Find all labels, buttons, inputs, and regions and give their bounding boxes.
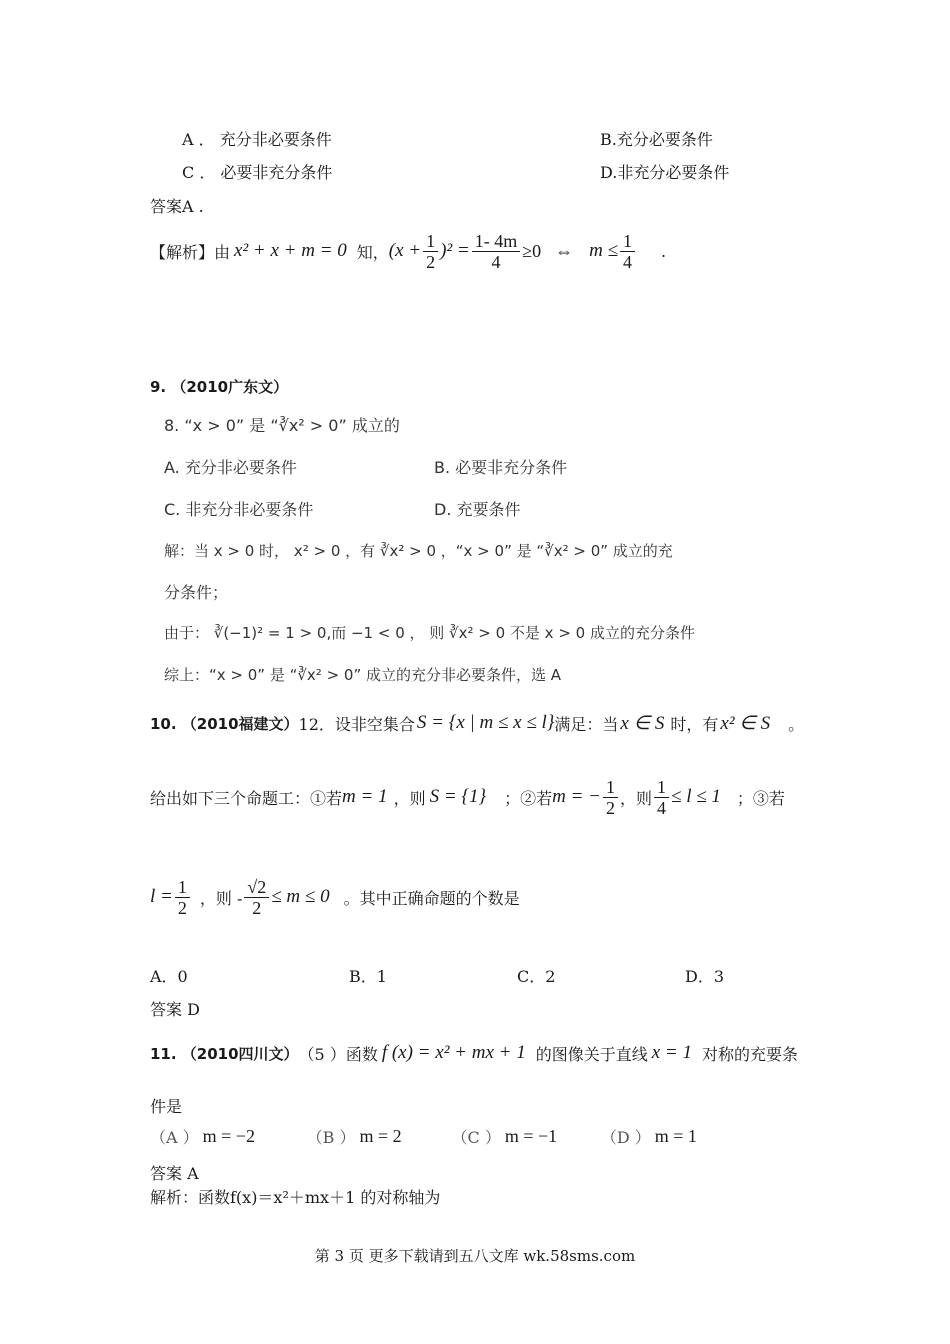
sep3: ；③若 (736, 788, 785, 808)
q10-answer: 答案 D (150, 1000, 200, 1019)
q10-option-d: D．3 (685, 967, 725, 986)
q9-header: 9. （2010广东文） (150, 378, 289, 396)
q11-option-b: m = 2 (359, 1125, 402, 1146)
fraction-quarter (654, 777, 669, 818)
frac-num: 1 (423, 231, 438, 252)
frac-num: 1 (620, 231, 635, 252)
analysis-end: . (661, 241, 667, 261)
line2-pre: 给出如下三个命题工：①若 (150, 788, 343, 808)
q11-header: 11. （2010四川文） (150, 1044, 299, 1063)
q10-header: 10. （2010福建文） (150, 714, 299, 733)
scan-stem: 8. “x > 0” 是 “∛x² > 0” 成立的 (164, 416, 400, 435)
q11-option-d-label: （D ） (600, 1127, 651, 1147)
analysis-eq1: x² + x + m = 0 (234, 240, 347, 261)
analysis-know: 知， (356, 242, 389, 262)
scan-option-b: B. 必要非充分条件 (434, 458, 568, 477)
frac-num: 1- 4m (472, 231, 521, 252)
q11-stem-pre: （5 ）函数 (298, 1044, 378, 1064)
q11-option-d: m = 1 (654, 1125, 697, 1146)
q8-option-b: B.充分必要条件 (600, 130, 713, 149)
q11-line: x = 1 (651, 1042, 692, 1063)
scan-option-a: A. 充分非必要条件 (164, 458, 297, 477)
q11-function: f (x) = x² + mx + 1 (381, 1042, 526, 1063)
scan-solution-1: 解：当 x > 0 时， x² > 0 ，有 ∛x² > 0 ，“x > 0” 是 “∛x² > 0” 成立的充 (164, 542, 673, 560)
prop3-l: l = (150, 886, 173, 907)
q10-stem-pre: 12．设非空集合 (298, 714, 415, 734)
sep2: ；②若 (504, 788, 553, 808)
page-footer: 第 3 页 更多下载请到五八文库 wk.58sms.com (314, 1247, 636, 1265)
fraction-quarter (620, 231, 635, 272)
fraction-half (175, 877, 190, 918)
frac-num: 1 (654, 777, 669, 798)
analysis-m-le: m ≤ (589, 240, 619, 261)
q11-stem-line2: 件是 (150, 1097, 183, 1116)
scan-option-d: D. 充要条件 (434, 500, 521, 519)
analysis-label: 【解析】由 (150, 242, 231, 262)
q11-option-b-label: （B ） (306, 1127, 356, 1147)
q8-answer: 答案A . (150, 197, 204, 216)
q10-stem-end: 。 (788, 714, 805, 734)
q10-stem-mid2: 时，有 (670, 714, 719, 734)
frac-den: 4 (491, 251, 501, 272)
iff-symbol: ⇔ (555, 240, 574, 261)
then3: ，则 - (199, 888, 243, 908)
frac-num: √2 (244, 877, 269, 898)
fraction-sqrt2 (244, 877, 269, 918)
frac-den: 2 (252, 897, 262, 918)
q11-stem-end: 对称的充要条 (701, 1044, 798, 1064)
fraction-half (423, 231, 438, 272)
prop3-result: ≤ m ≤ 0 (271, 886, 330, 907)
frac-num: 1 (603, 777, 618, 798)
then: ，则 (393, 788, 426, 808)
q10-option-b: B．1 (349, 967, 387, 986)
set-definition: S = {x | m ≤ x ≤ l} (416, 712, 555, 733)
q10-option-a: A．0 (150, 967, 188, 986)
q11-option-c: m = −1 (504, 1125, 558, 1146)
q8-analysis (150, 226, 666, 276)
q8-option-a: A ． 充分非必要条件 (182, 130, 332, 149)
frac-den: 2 (177, 897, 187, 918)
line3-end: 。其中正确命题的个数是 (343, 888, 520, 908)
then2: ，则 (620, 788, 653, 808)
prop1-result: S = {1} (429, 786, 487, 807)
q9-scanned-image (156, 405, 736, 695)
q10-stem-mid: 满足：当 (554, 714, 619, 734)
analysis-ge0: ≥0 (522, 240, 542, 261)
q11-option-c-label: （C ） (451, 1127, 501, 1147)
q11-option-a-label: （A ） (150, 1127, 199, 1147)
prop2: m = − (552, 786, 601, 807)
fraction-main (472, 231, 521, 272)
analysis-expr-open: (x + (388, 240, 422, 261)
condition-2: x² ∈ S (720, 712, 771, 734)
q11-option-a: m = −2 (202, 1125, 255, 1146)
q11-answer: 答案 A (150, 1164, 199, 1183)
scan-option-c: C. 非充分非必要条件 (164, 500, 314, 519)
frac-den: 2 (606, 797, 615, 818)
frac-den: 4 (623, 251, 633, 272)
q10-proposition-3 (150, 870, 520, 924)
q8-option-c: C ． 必要非充分条件 (182, 163, 333, 182)
frac-num: 1 (175, 877, 190, 898)
scan-solution-3: 由于： ∛(−1)² = 1 > 0,而 −1 < 0 ， 则 ∛x² > 0 不是 x > 0 成立的充分条件 (164, 624, 695, 642)
scan-solution-2: 分条件； (164, 583, 229, 602)
q11-stem-mid: 的图像关于直线 (535, 1044, 648, 1064)
q11-stem (150, 1038, 798, 1068)
prop1: m = 1 (342, 786, 388, 807)
frac-den: 2 (426, 251, 436, 272)
frac-den: 4 (657, 797, 667, 818)
q10-propositions (150, 772, 785, 822)
q11-analysis: 解析：函数f(x)＝x²＋mx＋1 的对称轴为 (150, 1188, 441, 1207)
scan-solution-4: 综上：“x > 0” 是 “∛x² > 0” 成立的充分非必要条件，选 A (164, 666, 562, 684)
q8-option-d: D.非充分必要条件 (600, 163, 730, 182)
q10-option-c: C．2 (517, 967, 556, 986)
analysis-expr-close: )² = (440, 240, 470, 261)
condition-1: x ∈ S (620, 712, 665, 734)
q10-stem (150, 708, 804, 738)
prop2-result: ≤ l ≤ 1 (671, 786, 721, 807)
q11-options (150, 1122, 697, 1150)
fraction-half (603, 777, 618, 818)
